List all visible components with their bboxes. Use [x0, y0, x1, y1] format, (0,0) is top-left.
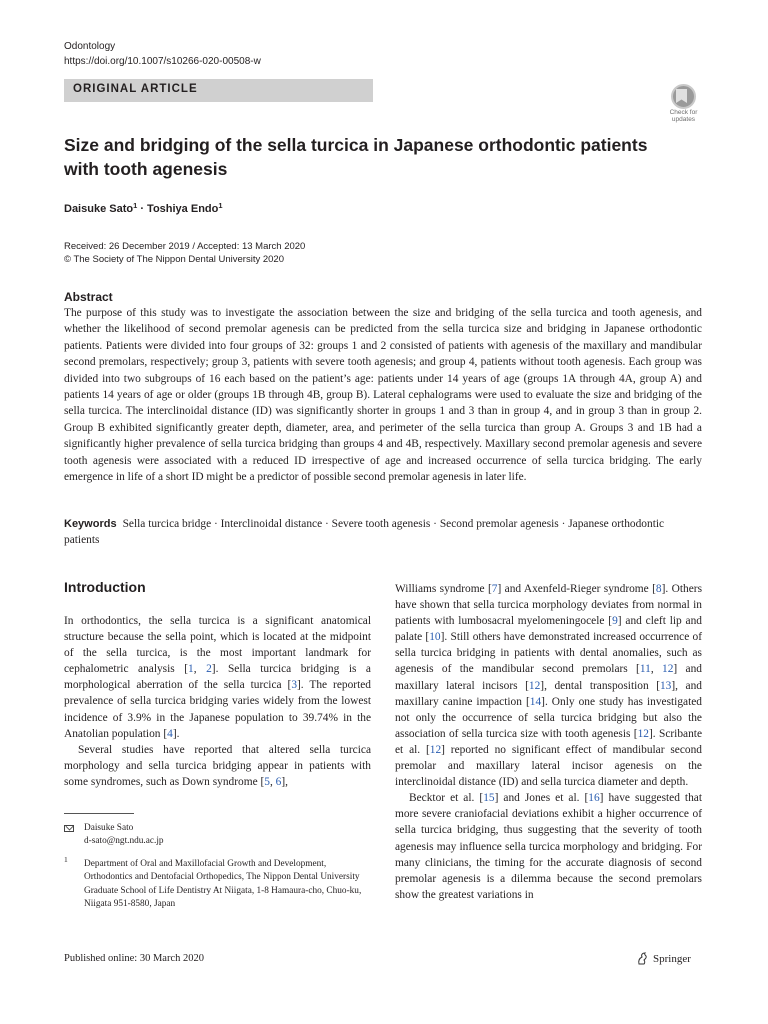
footnotes — [64, 822, 374, 911]
citation-link[interactable]: 14 — [529, 695, 542, 708]
springer-horse-icon — [636, 952, 648, 965]
article-type: ORIGINAL ARTICLE — [73, 83, 198, 95]
affiliation-mark: 1 — [64, 854, 68, 864]
affiliation-text: Department of Oral and Maxillofacial Growth and Development, Orthodontics and Dentofacial Orthopedics, The Nippon Dental University Graduate School of Life Dentistry At Niigata, 1-8 Hamaura-cho, Chuo-ku, Niigata 951-8580, Japan — [84, 858, 362, 910]
citation-link[interactable]: 2 — [206, 663, 212, 676]
citation-link[interactable]: 9 — [612, 615, 618, 628]
mail-icon — [64, 825, 74, 832]
citation-link[interactable]: 11 — [639, 663, 651, 676]
article-type-bar — [64, 79, 373, 102]
journal-name: Odontology — [64, 41, 116, 52]
doi-link[interactable]: https://doi.org/10.1007/s10266-020-00508-w — [64, 56, 261, 67]
citation-link[interactable]: 12 — [429, 743, 442, 756]
citation-link[interactable]: 8 — [655, 583, 662, 595]
citation-link[interactable]: 12 — [528, 679, 541, 692]
author-list — [64, 203, 223, 215]
keywords-label: Keywords — [64, 518, 117, 530]
paragraph: Williams syndrome [7] and Axenfeld-Rieger syndrome [8]. Others have shown that sella turcica morphology deviates from normal in patients with lumbosacral myelomeningocele [9] and cleft lip and palate [10]. Still others have demonstrated increased occurrence of sella turcica bridging in patients with dental anomalies, such as agenesis of the mandibular second premolars [11, 12] and maxillary lateral incisors [12], dental transposition [13], and maxillary canine impaction [14]. Only one study has investigated not only the occurrence of sella turcica bridging but also the association of sella turcica size with tooth agenesis [12]. Scribante et al. [12] reported no significant effect of mandibular second premolar and maxillary lateral incisor agenesis on the interclinoidal distance (ID) and sella turcica diameter and depth. — [395, 583, 703, 789]
author-affiliation-mark: 1 — [218, 201, 223, 210]
citation-link[interactable]: 12 — [662, 663, 674, 676]
citation-link[interactable]: 15 — [483, 792, 495, 805]
abstract-heading: Abstract — [64, 290, 113, 304]
article-title: Size and bridging of the sella turcica in Japanese orthodontic patients with tooth agenesis — [64, 135, 648, 179]
published-date: Published online: 30 March 2020 — [64, 953, 204, 964]
citation-link[interactable]: 3 — [291, 679, 298, 692]
citation-link[interactable]: 6 — [275, 775, 282, 788]
keywords-text: Sella turcica bridge · Interclinoidal distance · Severe tooth agenesis · Second premolar agenesis · Japanese orthodontic patients — [64, 518, 665, 547]
citation-link[interactable]: 12 — [637, 727, 649, 740]
author-separator: · — [137, 203, 148, 215]
corresponding-author-name: Daisuke Sato — [84, 823, 134, 833]
citation-link[interactable]: 4 — [167, 727, 173, 740]
section-heading-introduction: Introduction — [64, 579, 146, 595]
paragraph: Becktor et al. [15] and Jones et al. [16] have suggested that more severe craniofacial deviations exhibit a higher occurrence of sella turcica bridging, thus suggesting that the severity of tooth agenesis may influence sella turcica morphology and bridging. For many clinicians, the timing for the accurate diagnosis of second premolar agenesis is a dilemma because the second premolars show the greatest variations in — [395, 792, 703, 901]
citation-link[interactable]: 16 — [588, 792, 600, 805]
citation-link[interactable]: 7 — [491, 583, 498, 595]
paragraph: Several studies have reported that altered sella turcica morphology and sella turcica bridging appear in patients with some syndromes, such as Down syndrome [5, 6], — [64, 743, 371, 788]
citation-link[interactable]: 10 — [429, 631, 441, 644]
check-for-updates-button[interactable] — [665, 84, 702, 124]
body-column-left — [64, 613, 371, 790]
citation-link[interactable]: 5 — [264, 775, 270, 788]
citation-link[interactable]: 1 — [188, 663, 194, 676]
citation-link[interactable]: 13 — [659, 679, 672, 692]
publisher-logo — [636, 952, 691, 965]
publisher-name: Springer — [653, 952, 691, 965]
author-name[interactable]: Toshiya Endo — [147, 203, 219, 215]
received-accepted-dates: Received: 26 December 2019 / Accepted: 13 March 2020 — [64, 241, 306, 252]
corresponding-author-email[interactable]: d-sato@ngt.ndu.ac.jp — [84, 836, 164, 847]
abstract-text: The purpose of this study was to investigate the association between the size and bridging of the sella turcica and tooth agenesis, and whether the likelihood of second premolar agenesis can be predicted from the sella turcica size and bridging in Japanese orthodontic patients. Patients were divided into four groups of 32: groups 1 and 2 consisted of patients with agenesis of the maxillary and mandibular second premolars, respectively; group 3, patients with severe tooth agenesis; and group 4, patients without tooth agenesis. Each group was divided into two subgroups of 16 each based on the patient’s age: patients under 14 years of age (groups 1A through 4A, group A) and patients 14 years of age or older (groups 1B through 4B, group B). Lateral cephalograms were used to evaluate the size and bridging of the sella turcica. The interclinoidal distance (ID) was significantly shorter in groups 1 and 3 than in group 4, and in group 3 than in group 2. Group B exhibited significantly greater depth, diameter, area, and perimeter of the sella turcica than group A. Groups 3 and 1B had a significantly higher prevalence of sella turcica bridging than groups 4 and 4B, respectively. Maxillary second premolar agenesis and severe tooth agenesis were associated with a reduced ID irrespective of age and increased occurrence of sella turcica bridging. The early emergence in life of a short ID might be a predictor of possible second premolar agenesis in later life. — [64, 307, 702, 484]
body-column-right — [395, 581, 702, 903]
author-affiliation-mark: 1 — [133, 201, 138, 210]
paragraph: In orthodontics, the sella turcica is a significant anatomical structure because the sella point, which is located at the midpoint of the sella turcica, is the most important landmark for cephalometric analysis [1, 2]. Sella turcica bridging is a morphological aberration of the sella turcica [3]. The reported prevalence of sella turcica bridging varies widely from the lowest incidence of 3.9% in the Japanese population to 39.74% in the Anatolian population [4]. — [64, 615, 371, 740]
copyright-notice: © The Society of The Nippon Dental University 2020 — [64, 254, 284, 265]
check-for-updates-label: Check for updates — [669, 109, 698, 123]
footnote-divider — [64, 813, 134, 814]
keywords — [64, 516, 702, 549]
author-name[interactable]: Daisuke Sato — [64, 203, 134, 215]
